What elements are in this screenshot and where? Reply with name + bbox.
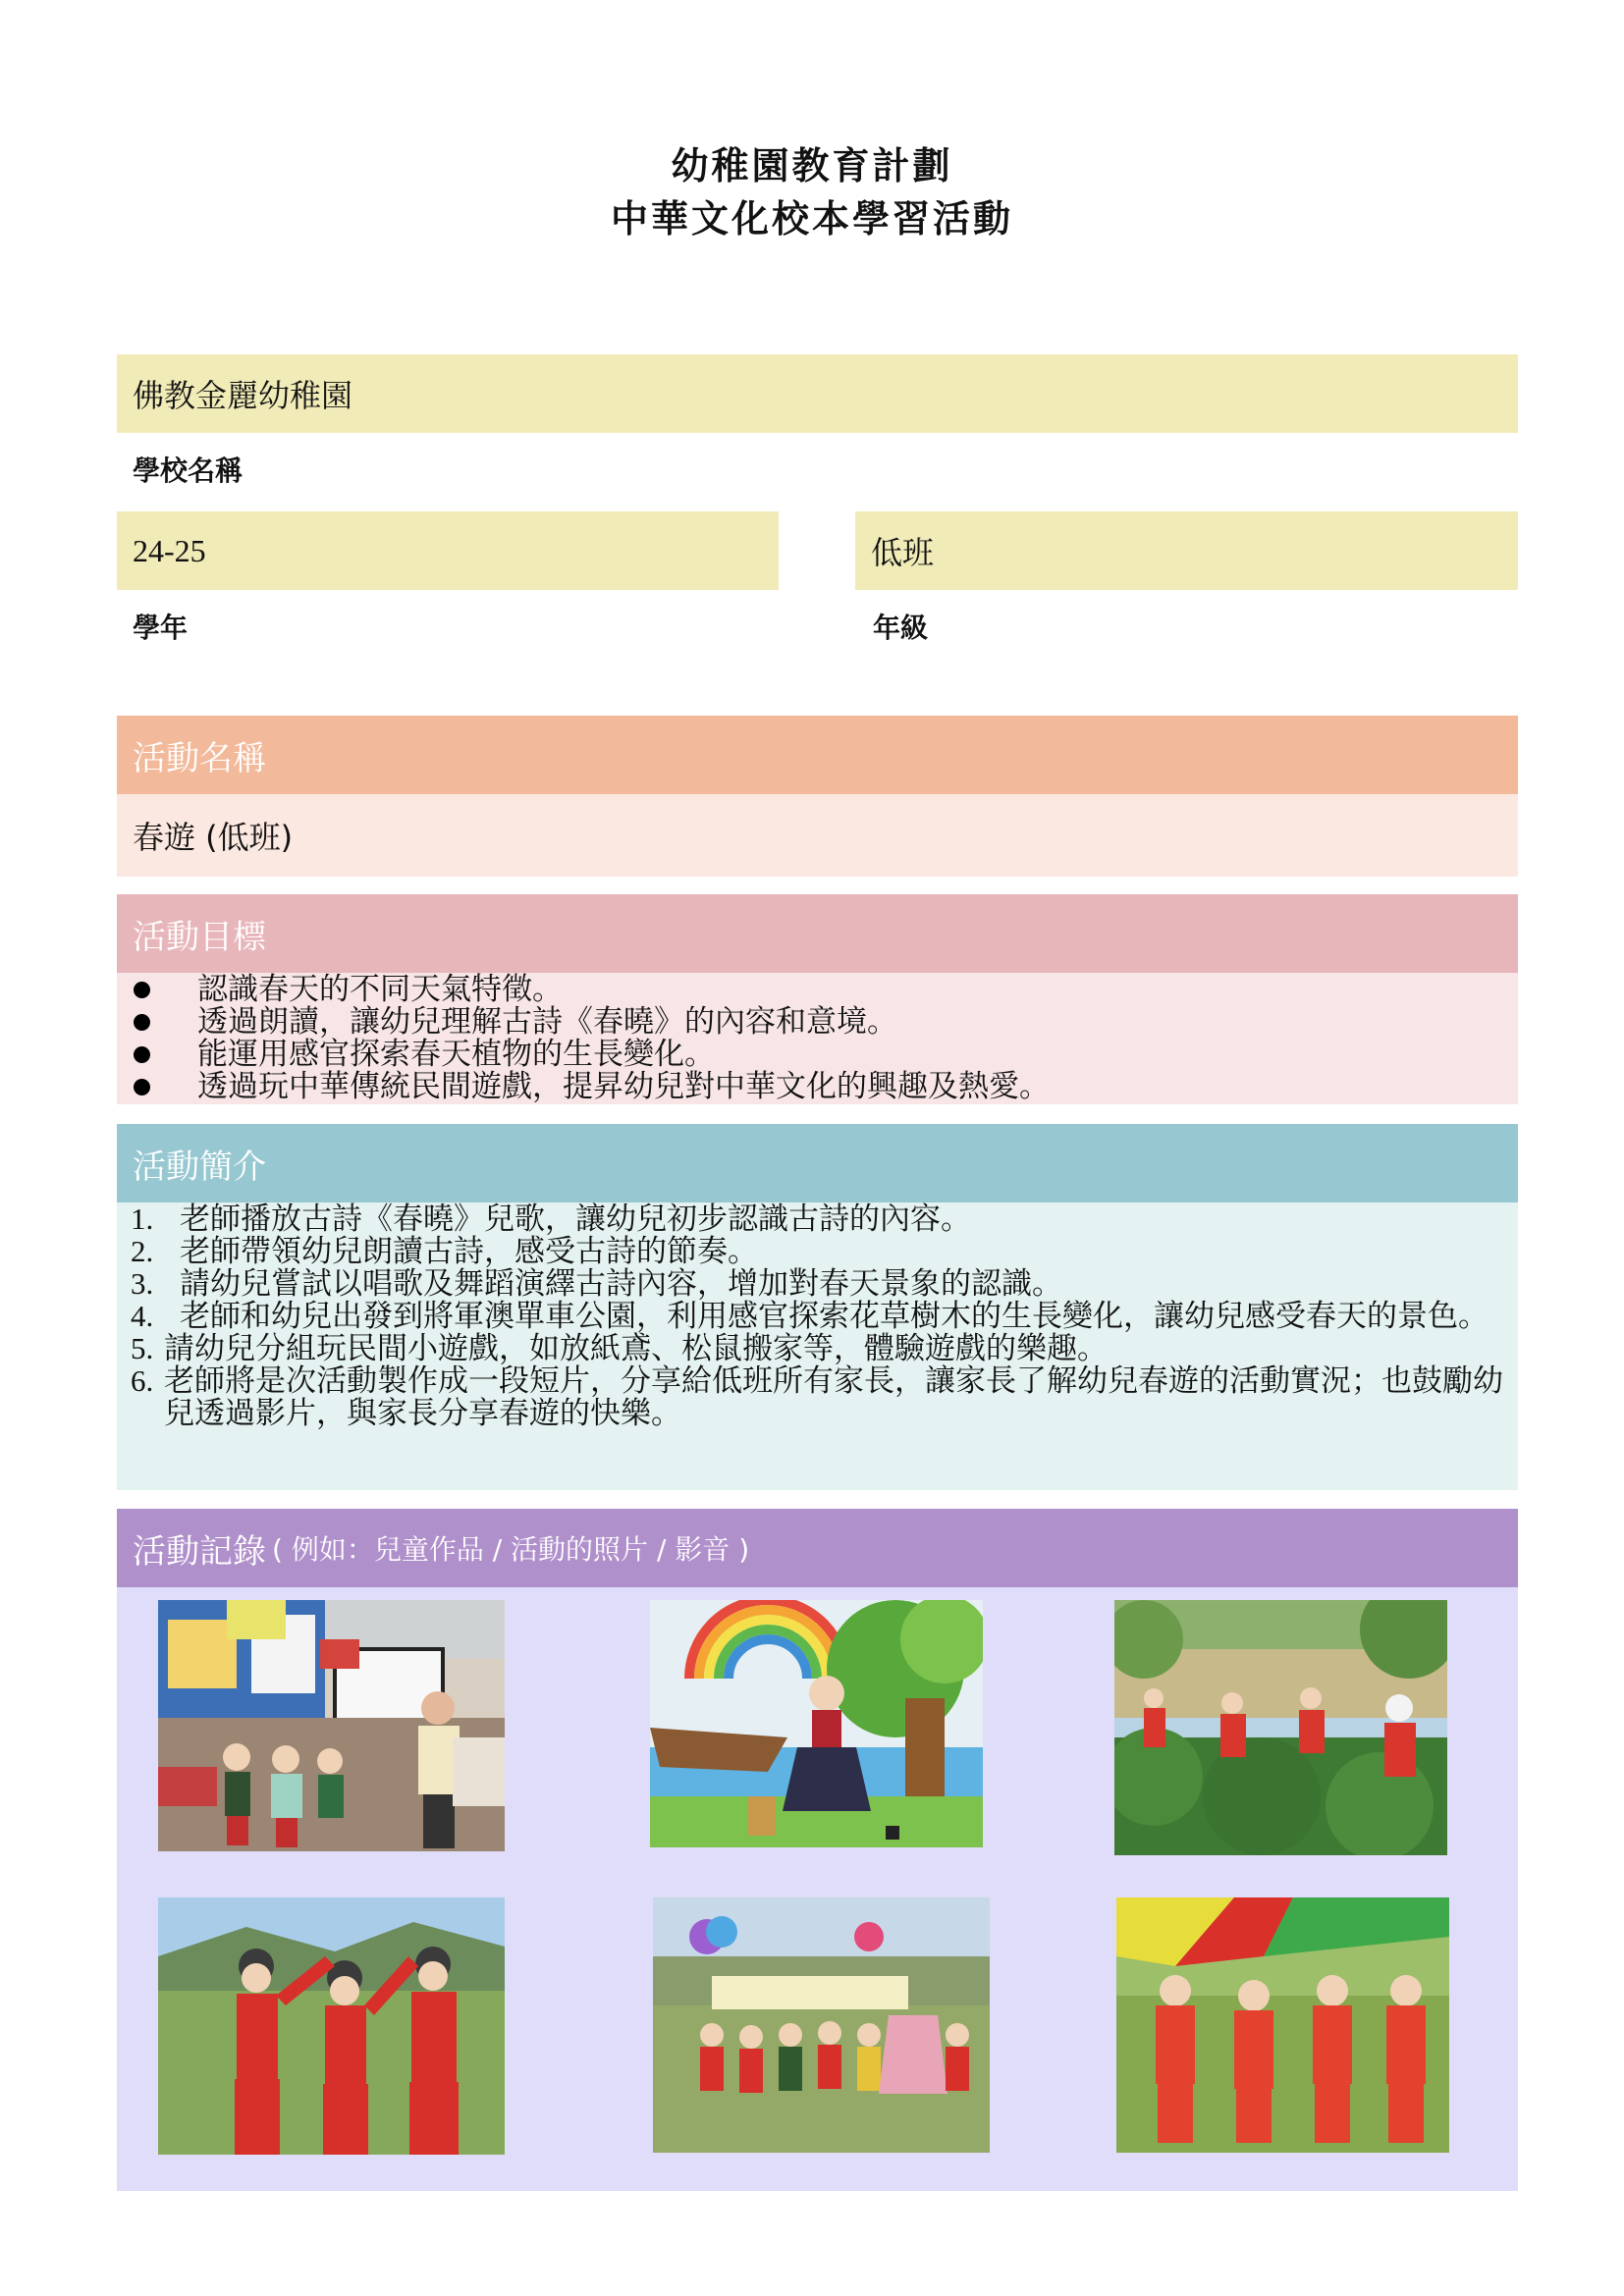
item-number: 3. — [131, 1266, 154, 1301]
item-text: 老師帶領幼兒朗讀古詩，感受古詩的節奏。 — [180, 1234, 758, 1268]
photo-parachute-game — [1116, 1897, 1449, 2153]
objective-text: 透過玩中華傳統民間遊戲，提昇幼兒對中華文化的興趣及熱愛。 — [197, 1069, 1050, 1103]
item-text: 老師播放古詩《春曉》兒歌，讓幼兒初步認識古詩的內容。 — [180, 1201, 971, 1236]
photo-children-posing — [158, 1897, 505, 2155]
objectives-heading — [117, 894, 1518, 973]
list-item — [117, 1005, 1518, 1038]
objective-text: 透過朗讀，讓幼兒理解古詩《春曉》的內容和意境。 — [197, 1004, 897, 1039]
introduction-heading — [117, 1124, 1518, 1202]
photo-park-bushes — [1114, 1600, 1447, 1855]
photo-classroom — [158, 1600, 505, 1851]
photo-group-banner — [653, 1897, 990, 2153]
school-year-label: 學年 — [133, 612, 189, 644]
list-item — [117, 1070, 1518, 1102]
objectives-list — [117, 973, 1518, 1102]
activity-name-heading-text: 活動名稱 — [133, 738, 266, 778]
list-item — [117, 1332, 1518, 1364]
list-item — [117, 1235, 1518, 1267]
item-number: 4. — [131, 1299, 154, 1333]
objective-text: 能運用感官探索春天植物的生長變化。 — [197, 1037, 715, 1071]
item-text: 老師和幼兒出發到將軍澳單車公園，利用感官探索花草樹木的生長變化，讓幼兒感受春天的景色。 — [180, 1299, 1489, 1333]
item-text: 老師將是次活動製作成一段短片，分享給低班所有家長，讓家長了解幼兒春遊的活動實況；也鼓勵幼兒透過影片，與家長分享春遊的快樂。 — [164, 1363, 1503, 1430]
introduction-heading-text: 活動簡介 — [133, 1147, 266, 1187]
objective-text: 認識春天的不同天氣特徵。 — [197, 972, 563, 1006]
introduction-body — [117, 1202, 1518, 1490]
objectives-body — [117, 973, 1518, 1104]
list-item — [117, 1364, 1518, 1429]
school-year-field: 24-25 — [117, 511, 779, 590]
item-number: 1. — [131, 1201, 154, 1236]
item-number: 6. — [131, 1363, 154, 1398]
activity-name-heading — [117, 716, 1518, 794]
activity-name-value: 春遊 (低班) — [117, 794, 1518, 877]
introduction-list — [117, 1202, 1518, 1429]
photo-stage — [650, 1600, 983, 1847]
bullet-icon — [134, 1046, 150, 1063]
list-item — [117, 973, 1518, 1005]
grade-label: 年級 — [873, 612, 929, 644]
records-heading-text: 活動記錄 — [133, 1531, 266, 1572]
list-item — [117, 1038, 1518, 1070]
school-name-field: 佛教金麗幼稚園 — [117, 354, 1518, 433]
item-text: 請幼兒分組玩民間小遊戲，如放紙鳶、松鼠搬家等，體驗遊戲的樂趣。 — [164, 1331, 1108, 1365]
list-item — [117, 1202, 1518, 1235]
document-title-line2: 中華文化校本學習活動 — [610, 197, 1013, 240]
item-number: 2. — [131, 1234, 154, 1268]
bullet-icon — [134, 1014, 150, 1031]
school-name-label: 學校名稱 — [133, 454, 244, 487]
grade-field: 低班 — [855, 511, 1518, 590]
bullet-icon — [134, 982, 150, 998]
item-number: 5. — [131, 1331, 154, 1365]
bullet-icon — [134, 1079, 150, 1095]
document-title-line1: 幼稚園教育計劃 — [671, 144, 953, 187]
item-text: 請幼兒嘗試以唱歌及舞蹈演繹古詩內容，增加對春天景象的認識。 — [180, 1266, 1062, 1301]
objectives-heading-text: 活動目標 — [133, 917, 266, 957]
list-item — [117, 1267, 1518, 1300]
records-subheading: ( 例如：兒童作品 / 活動的照片 / 影音 ) — [272, 1533, 750, 1566]
records-heading — [117, 1509, 1518, 1587]
list-item — [117, 1300, 1518, 1332]
